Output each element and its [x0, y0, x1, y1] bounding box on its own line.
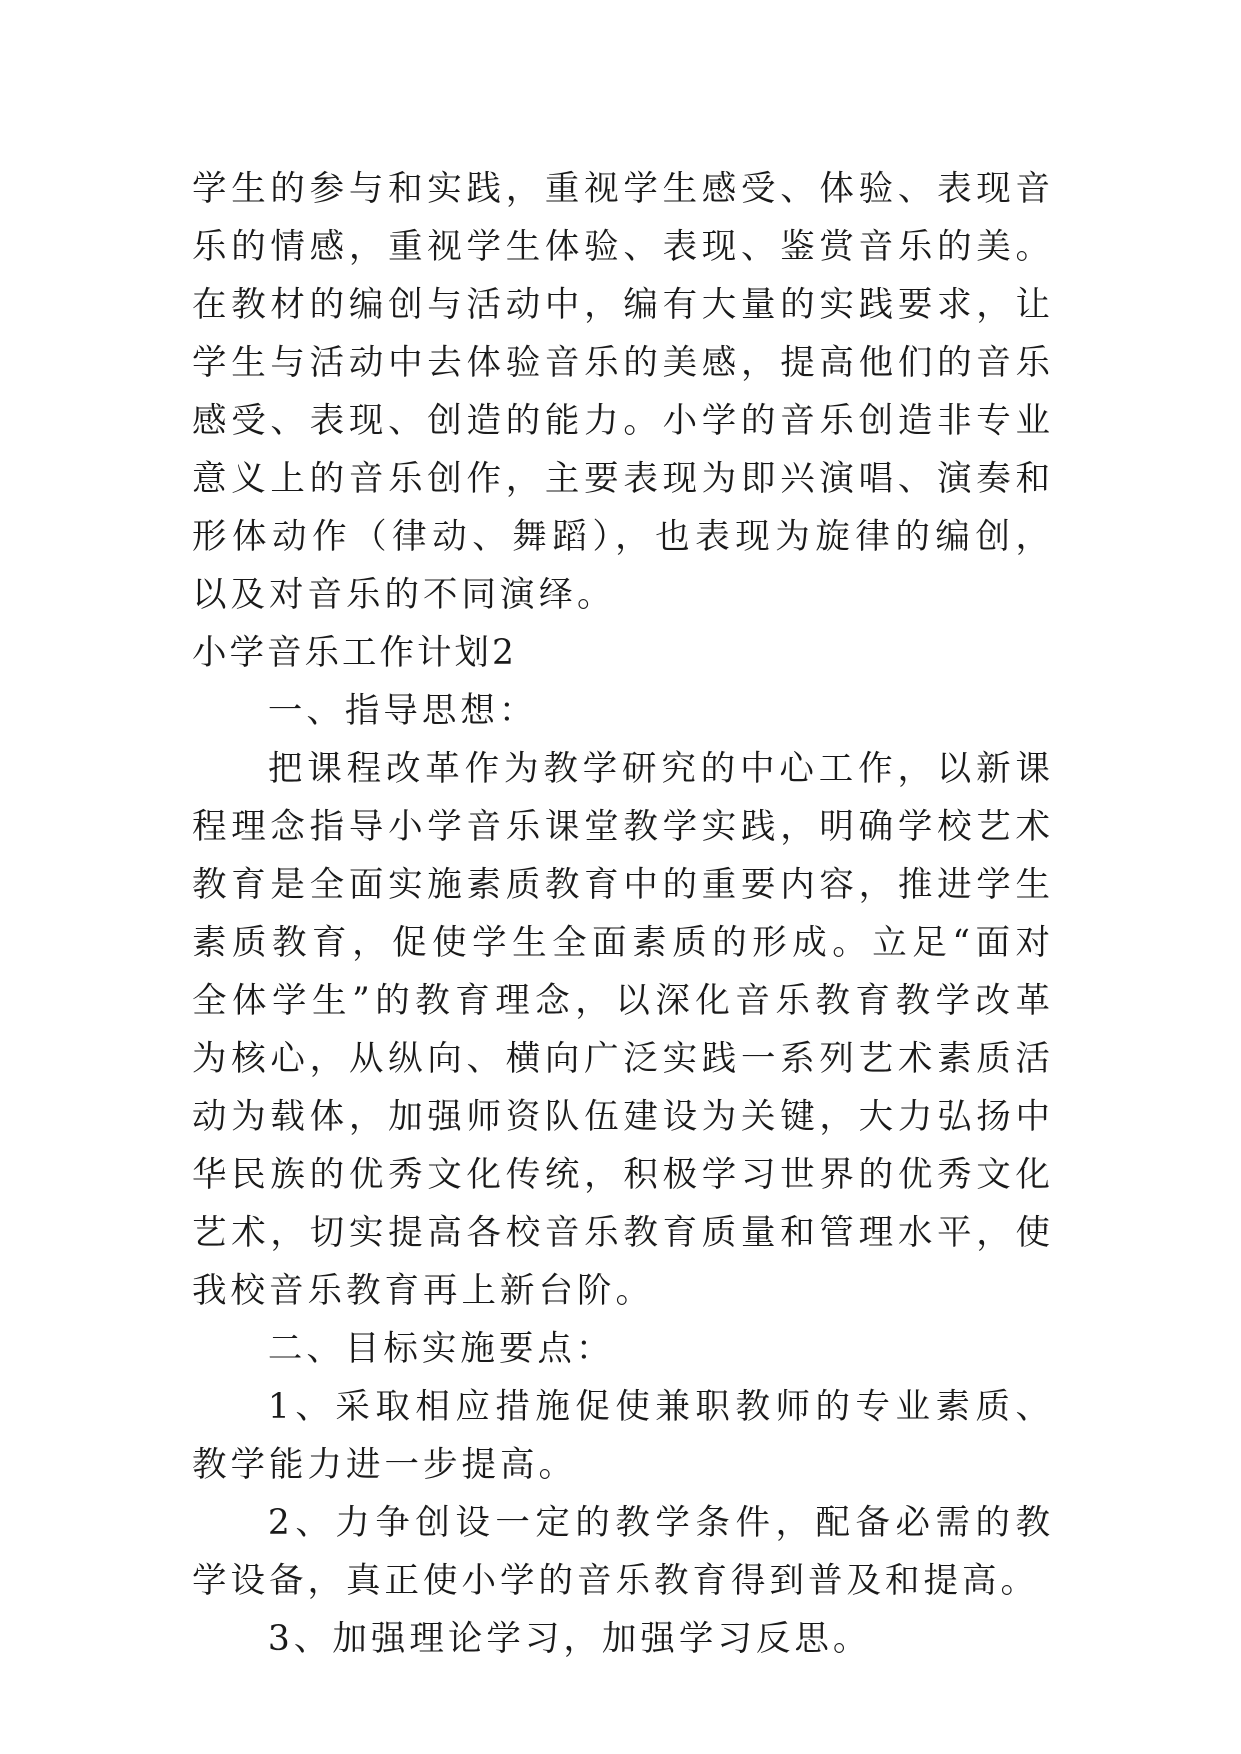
heading-guiding-thought: 一、指导思想：: [267, 691, 538, 731]
list-item: 3、加强理论学习，加强学习反思。: [267, 1619, 872, 1659]
heading-target-points: 二、目标实施要点：: [267, 1329, 615, 1369]
section-title: 小学音乐工作计划2: [192, 633, 517, 673]
list-item: 2、力争创设一定的教学条件，配备必需的教学设备，真正使小学的音乐教育得到普及和提高。: [192, 1503, 1054, 1601]
document-body: [192, 160, 1054, 1668]
guiding-thought-paragraph: 把课程改革作为教学研究的中心工作，以新课程理念指导小学音乐课堂教学实践，明确学校艺术教育是全面实施素质教育中的重要内容，推进学生素质教育，促使学生全面素质的形成。立足“面对全体学生”的教育理念，以深化音乐教育教学改革为核心，从纵向、横向广泛实践一系列艺术素质活动为载体，加强师资队伍建设为关键，大力弘扬中华民族的优秀文化传统，积极学习世界的优秀文化艺术，切实提高各校音乐教育质量和管理水平，使我校音乐教育再上新台阶。: [192, 749, 1054, 1311]
intro-paragraph: 学生的参与和实践，重视学生感受、体验、表现音乐的情感，重视学生体验、表现、鉴赏音乐的美。在教材的编创与活动中，编有大量的实践要求，让学生与活动中去体验音乐的美感，提高他们的音乐感受、表现、创造的能力。小学的音乐创造非专业意义上的音乐创作，主要表现为即兴演唱、演奏和形体动作（律动、舞蹈），也表现为旋律的编创，以及对音乐的不同演绎。: [192, 169, 1054, 615]
list-item: 1、采取相应措施促使兼职教师的专业素质、教学能力进一步提高。: [192, 1387, 1054, 1485]
